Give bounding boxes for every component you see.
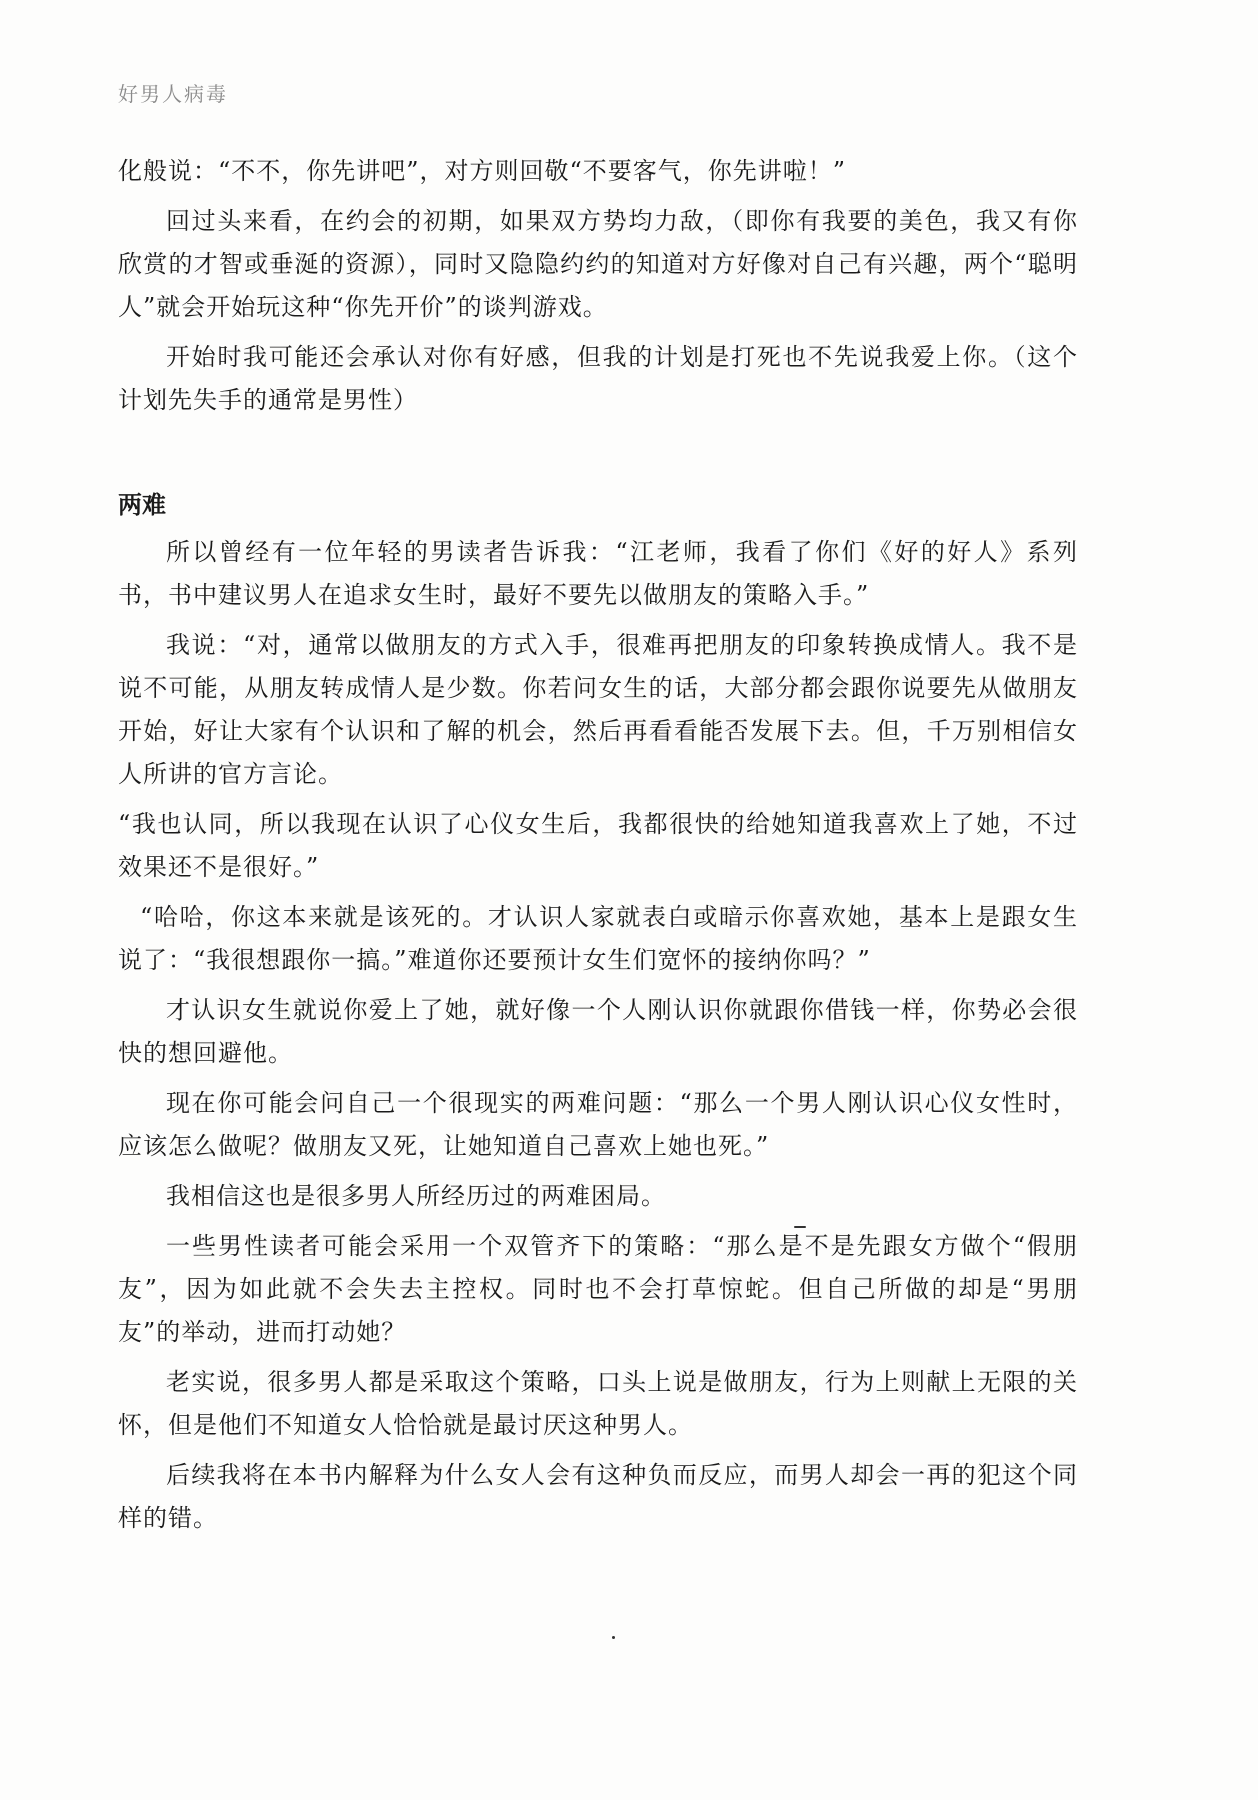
paragraph-quote: “我也认同，所以我现在认识了心仪女生后，我都很快的给她知道我喜欢上了她，不过效果还不是很好。”: [118, 810, 1078, 881]
paragraph: 老实说，很多男人都是采取这个策略，口头上说是做朋友，行为上则献上无限的关怀，但是他们不知道女人恰恰就是最讨厌这种男人。: [118, 1368, 1078, 1439]
body-text: [118, 150, 1078, 1547]
paragraph-quote: “哈哈，你这本来就是该死的。才认识人家就表白或暗示你喜欢她，基本上是跟女生说了：“我很想跟你一搞。”难道你还要预计女生们宽怀的接纳你吗？”: [118, 903, 1078, 974]
running-header: 好男人病毒: [118, 82, 228, 106]
paragraph: 现在你可能会问自己一个很现实的两难问题：“那么一个男人刚认识心仪女性时，应该怎么做呢？做朋友又死，让她知道自己喜欢上她也死。”: [118, 1089, 1078, 1160]
paragraph: 才认识女生就说你爱上了她，就好像一个人刚认识你就跟你借钱一样，你势必会很快的想回避他。: [118, 996, 1078, 1067]
paragraph: 一些男性读者可能会采用一个双管齐下的策略：“那么是不是先跟女方做个“假朋友”，因为如此就不会失去主控权。同时也不会打草惊蛇。但自己所做的却是“男朋友”的举动，进而打动她？: [118, 1232, 1078, 1346]
paragraph: 所以曾经有一位年轻的男读者告诉我：“江老师，我看了你们《好的好人》系列书，书中建议男人在追求女生时，最好不要先以做朋友的策略入手。”: [118, 538, 1078, 609]
paragraph: 开始时我可能还会承认对你有好感，但我的计划是打死也不先说我爱上你。（这个计划先失手的通常是男性）: [118, 343, 1078, 414]
scan-speck: [794, 1226, 806, 1228]
paragraph: 后续我将在本书内解释为什么女人会有这种负而反应，而男人却会一再的犯这个同样的错。: [118, 1461, 1078, 1532]
paragraph-continuation: 化般说：“不不，你先讲吧”，对方则回敬“不要客气，你先讲啦！”: [118, 157, 847, 185]
paragraph: 我相信这也是很多男人所经历过的两难困局。: [166, 1182, 666, 1210]
paragraph: 回过头来看，在约会的初期，如果双方势均力敌，（即你有我要的美色，我又有你欣赏的才智或垂涎的资源），同时又隐隐约约的知道对方好像对自己有兴趣，两个“聪明人”就会开始玩这种“你先开价”的谈判游戏。: [118, 207, 1078, 321]
section-spacer: [118, 429, 1078, 485]
section-heading: 两难: [118, 491, 166, 519]
paragraph: 我说：“对，通常以做朋友的方式入手，很难再把朋友的印象转换成情人。我不是说不可能，从朋友转成情人是少数。你若问女生的话，大部分都会跟你说要先从做朋友开始，好让大家有个认识和了解的机会，然后再看看能否发展下去。但，千万别相信女人所讲的官方言论。: [118, 631, 1078, 788]
scan-speck: [612, 1636, 615, 1639]
